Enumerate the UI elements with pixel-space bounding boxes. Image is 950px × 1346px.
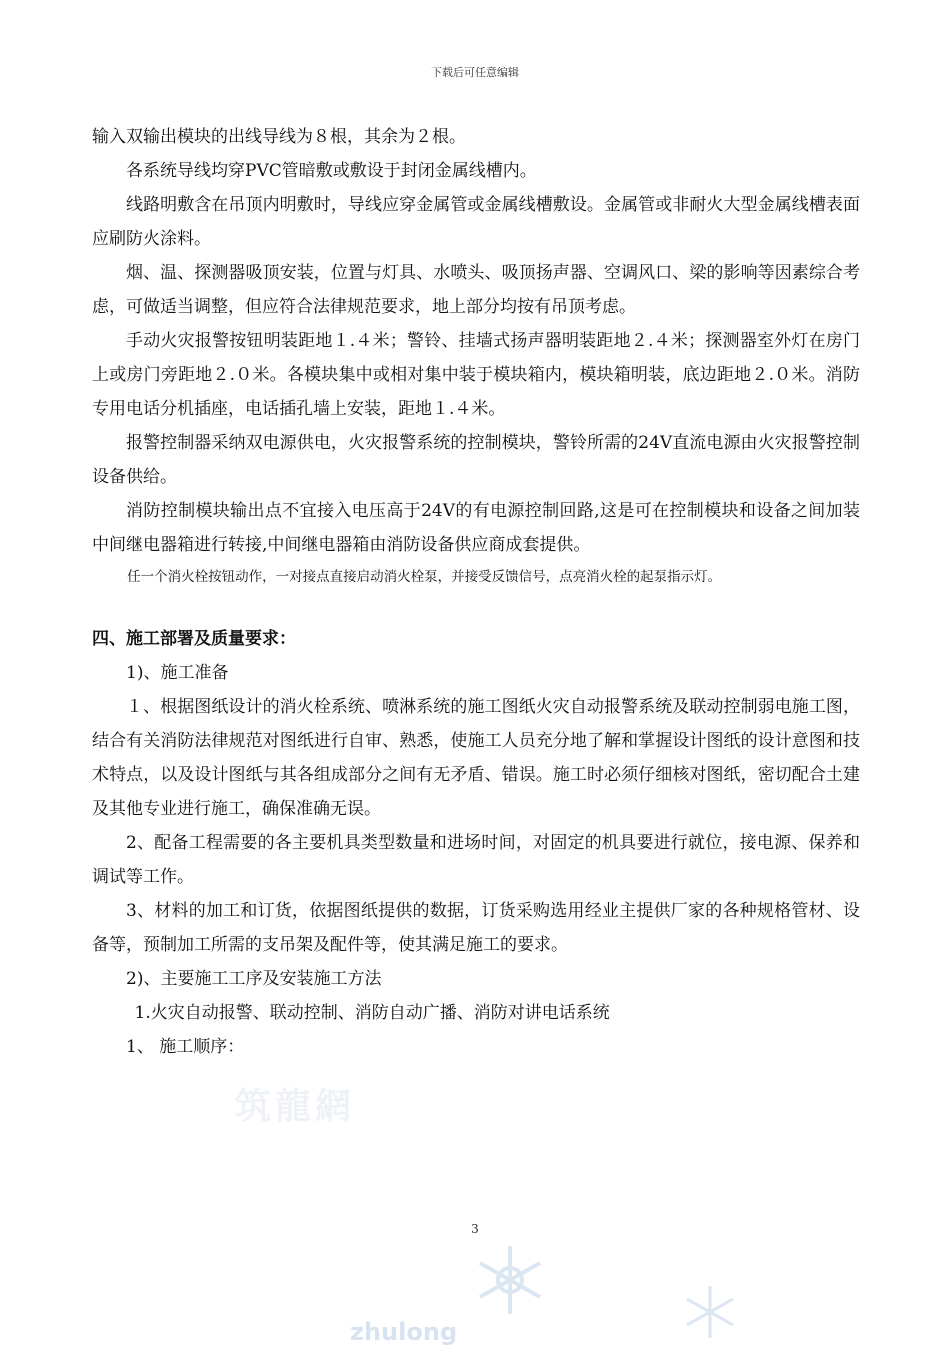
list-item: １、根据图纸设计的消火栓系统、喷淋系统的施工图纸火灾自动报警系统及联动控制弱电施工图，结合有关消防法律规范对图纸进行自审、熟悉，使施工人员充分地了解和掌握设计图纸的设计意图和技术特点，以及设计图纸与其各组成部分之间有无矛盾、错误。施工时必须仔细核对图纸，密切配合土建及其他专业进行施工，确保准确无误。 [92, 697, 860, 819]
snowflake-watermark-icon [680, 1282, 740, 1342]
watermark-text: zhulong [350, 1318, 458, 1346]
page-header: 下载后可任意编辑 [431, 66, 519, 79]
snowflake-watermark-icon [470, 1240, 550, 1320]
watermark-text: 筑龍網 [235, 1086, 356, 1127]
paragraph: 消防控制模块输出点不宜接入电压高于24V的有电源控制回路,这是可在控制模块和设备之间加装中间继电器箱进行转接,中间继电器箱由消防设备供应商成套提供。 [92, 501, 860, 555]
section-heading: 四、施工部署及质量要求： [92, 629, 296, 649]
paragraph: 手动火灾报警按钮明装距地１.４米；警铃、挂墙式扬声器明装距地２.４米；探测器室外灯在房门上或房门旁距地２.０米。各模块集中或相对集中装于模块箱内，模块箱明装，底边距地２.０米。消防专用电话分机插座，电话插孔墙上安装，距地１.４米。 [92, 331, 860, 419]
paragraph: 报警控制器采纳双电源供电，火灾报警系统的控制模块，警铃所需的24V直流电源由火灾报警控制设备供给。 [92, 433, 860, 487]
paragraph: 任一个消火栓按钮动作，一对接点直接启动消火栓泵，并接受反馈信号，点亮消火栓的起泵指示灯。 [127, 569, 722, 585]
subsection-heading: 2)、主要施工工序及安装施工方法 [126, 969, 382, 989]
paragraph: 输入双输出模块的出线导线为８根，其余为２根。 [92, 127, 466, 147]
page-number: 3 [471, 1222, 479, 1236]
list-item: 2、配备工程需要的各主要机具类型数量和进场时间，对固定的机具要进行就位，接电源、保养和调试等工作。 [92, 833, 860, 887]
list-item: 1、 施工顺序： [126, 1037, 245, 1057]
list-item: 1.火灾自动报警、联动控制、消防自动广播、消防对讲电话系统 [134, 1003, 610, 1023]
list-item: 3、材料的加工和订货，依据图纸提供的数据，订货采购选用经业主提供厂家的各种规格管材、设备等，预制加工所需的支吊架及配件等，使其满足施工的要求。 [92, 901, 860, 955]
paragraph: 线路明敷含在吊顶内明敷时，导线应穿金属管或金属线槽敷设。金属管或非耐火大型金属线槽表面应刷防火涂料。 [92, 195, 860, 249]
document-body [92, 120, 860, 1064]
paragraph: 各系统导线均穿PVC管暗敷或敷设于封闭金属线槽内。 [126, 161, 537, 181]
paragraph: 烟、温、探测器吸顶安装，位置与灯具、水喷头、吸顶扬声器、空调风口、梁的影响等因素综合考虑，可做适当调整，但应符合法律规范要求，地上部分均按有吊顶考虑。 [92, 263, 860, 317]
subsection-heading: 1)、施工准备 [126, 663, 229, 683]
